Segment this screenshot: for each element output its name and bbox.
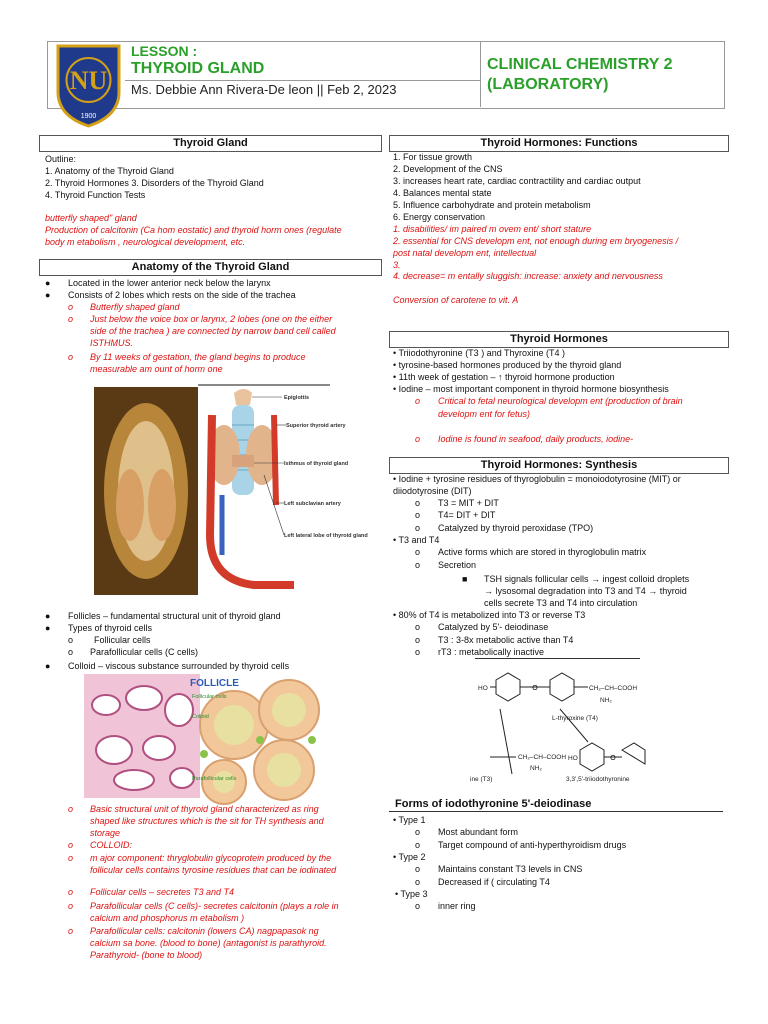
list-item: Just below the voice box or larynx, 2 lobes (one on the either bbox=[90, 314, 333, 324]
bullet-icon: o bbox=[68, 901, 74, 911]
figure-label: Parafollicular cells bbox=[192, 776, 237, 782]
lesson-label: LESSON : bbox=[131, 43, 198, 59]
list-item: rT3 : metabolically inactive bbox=[438, 647, 545, 657]
figure-label: Superior thyroid artery bbox=[286, 423, 346, 429]
list-item: Follicles – fundamental structural unit of thyroid gland bbox=[68, 611, 281, 621]
list-item: • 80% of T4 is metabolized into T3 or reverse T3 bbox=[393, 610, 586, 620]
note: 3. bbox=[393, 260, 401, 270]
nu-logo bbox=[52, 42, 125, 128]
section-title: Thyroid Hormones bbox=[389, 331, 729, 348]
chem-label: CH₂–CH–COOH bbox=[589, 685, 638, 692]
note: Conversion of carotene to vit. A bbox=[393, 295, 519, 305]
chem-label: HO bbox=[478, 685, 488, 692]
list-item: Parafollicular cells (C cells)- secretes calcitonin (plays a role in bbox=[90, 901, 339, 911]
list-item: calcium sa bone. (blood to bone) (antagonist is parathyroid. bbox=[90, 938, 327, 948]
list-item: • tyrosine-based hormones produced by the thyroid gland bbox=[393, 360, 622, 370]
bullet-icon: o bbox=[68, 635, 74, 645]
bullet-icon: o bbox=[415, 523, 421, 533]
bullet-icon: o bbox=[415, 510, 421, 520]
bullet-icon: ● bbox=[45, 661, 51, 671]
list-item: Basic structural unit of thyroid gland characterized as ring bbox=[90, 804, 319, 814]
note: butterfly shaped" gland bbox=[45, 213, 137, 223]
follicle-figure bbox=[84, 670, 324, 800]
oxygen-label: O bbox=[532, 685, 538, 692]
list-item: Parafollicular cells (C cells) bbox=[90, 647, 199, 657]
list-item: 3. increases heart rate, cardiac contractility and cardiac output bbox=[393, 176, 641, 186]
chem-label: NH₂ bbox=[530, 765, 542, 772]
list-item: developm ent for fetus) bbox=[438, 409, 531, 419]
list-item: inner ring bbox=[438, 901, 476, 911]
list-item: diiodotyrosine (DIT) bbox=[393, 486, 472, 496]
bullet-icon: o bbox=[415, 560, 421, 570]
list-item: shaped like structures which is the sit for TH synthesis and bbox=[90, 816, 324, 826]
section-title: Thyroid Hormones: Synthesis bbox=[389, 457, 729, 474]
bullet-icon: o bbox=[415, 864, 421, 874]
figure-title: FOLLICLE bbox=[190, 678, 239, 689]
list-item: 1. For tissue growth bbox=[393, 152, 473, 162]
list-item: • T3 and T4 bbox=[393, 535, 440, 545]
list-item: Parafollicular cells: calcitonin (lowers CA) nagpapasok ng bbox=[90, 926, 319, 936]
list-item: Decreased if ( circulating T4 bbox=[438, 877, 550, 887]
list-item: follicular cells contains tyrosine residues that can be iodinated bbox=[90, 865, 337, 875]
thyroxine-structure-figure bbox=[470, 662, 645, 784]
teacher-date: Ms. Debbie Ann Rivera-De leon || Feb 2, 2023 bbox=[131, 82, 397, 97]
list-item: COLLOID: bbox=[90, 840, 133, 850]
bullet-icon: ● bbox=[45, 278, 51, 288]
bullet-icon: o bbox=[68, 840, 74, 850]
list-item: Types of thyroid cells bbox=[68, 623, 153, 633]
bullet-icon: o bbox=[415, 547, 421, 557]
list-item: Colloid – viscous substance surrounded by thyroid cells bbox=[68, 661, 290, 671]
oxygen-label: O bbox=[610, 755, 616, 762]
logo-year: 1900 bbox=[80, 113, 97, 120]
list-item: • Triiodothyronine (T3 ) and Thyroxine (T4 ) bbox=[393, 348, 566, 358]
list-item: m ajor component: thryglobulin glycoprotein produced by the bbox=[90, 853, 332, 863]
figure-label: Left subclavian artery bbox=[284, 501, 341, 507]
course-line: CLINICAL CHEMISTRY 2 bbox=[487, 56, 673, 73]
list-item: ISTHMUS. bbox=[90, 338, 134, 348]
list-item: T3 : 3-8x metabolic active than T4 bbox=[438, 635, 574, 645]
bullet-icon: o bbox=[415, 877, 421, 887]
function-list bbox=[393, 151, 641, 223]
divider bbox=[475, 658, 640, 659]
bullet-icon: o bbox=[415, 647, 421, 657]
list-item: calcium and phosphorus m etabolism ) bbox=[90, 913, 245, 923]
list-item: Parathyroid- (bone to blood) bbox=[90, 950, 203, 960]
bullet-icon: o bbox=[68, 302, 74, 312]
list-item: TSH signals follicular cells → ingest colloid droplets bbox=[484, 574, 690, 584]
list-item: By 11 weeks of gestation, the gland begins to produce bbox=[90, 352, 306, 362]
list-item: T3 = MIT + DIT bbox=[438, 498, 499, 508]
bullet-icon: o bbox=[68, 352, 74, 362]
list-item: • Type 1 bbox=[393, 815, 426, 825]
header-divider bbox=[480, 41, 481, 107]
list-item: measurable am ount of horm one bbox=[90, 364, 223, 374]
bullet-icon: o bbox=[415, 396, 421, 406]
list-item: side of the trachea ) are connected by narrow band cell called bbox=[90, 326, 336, 336]
bullet-icon: o bbox=[415, 635, 421, 645]
header-divider bbox=[125, 80, 480, 81]
bullet-icon: o bbox=[68, 314, 74, 324]
outline-item: 1. Anatomy of the Thyroid Gland bbox=[45, 166, 174, 176]
outline-item: 2. Thyroid Hormones 3. Disorders of the Thyroid Gland bbox=[45, 178, 264, 188]
list-item: • Type 3 bbox=[395, 889, 428, 899]
list-item: Active forms which are stored in thyroglobulin matrix bbox=[438, 547, 647, 557]
outline bbox=[45, 153, 264, 201]
section-title: Thyroid Gland bbox=[39, 135, 382, 152]
list-item: Butterfly shaped gland bbox=[90, 302, 180, 312]
list-item: Secretion bbox=[438, 560, 477, 570]
list-item: 6. Energy conservation bbox=[393, 212, 486, 222]
list-item: T4= DIT + DIT bbox=[438, 510, 496, 520]
list-item: 5. Influence carbohydrate and protein metabolism bbox=[393, 200, 591, 210]
chem-label: CH₂–CH–COOH bbox=[518, 754, 567, 761]
note: 4. decrease= m entally sluggish: increase: anxiety and nervousness bbox=[393, 271, 663, 281]
list-item: Iodine is found in seafood, daily products, iodine- bbox=[438, 434, 634, 444]
note: 2. essential for CNS developm ent, not enough during em bryogenesis / bbox=[393, 236, 679, 246]
bullet-icon: o bbox=[415, 827, 421, 837]
chem-label: ine (T3) bbox=[470, 776, 493, 783]
bullet-icon: ● bbox=[45, 290, 51, 300]
list-item: Target compound of anti-hyperthyroidism drugs bbox=[438, 840, 627, 850]
chem-label: L-thyroxine (T4) bbox=[552, 715, 598, 722]
list-item: cells secrete T3 and T4 into circulation bbox=[484, 598, 638, 608]
list-item: Catalyzed by 5'- deiodinase bbox=[438, 622, 549, 632]
chem-label: 3,3',5'-triiodothyronine bbox=[566, 776, 630, 783]
bullet-icon: o bbox=[415, 840, 421, 850]
list-item: • Type 2 bbox=[393, 852, 426, 862]
chem-label: NH₂ bbox=[600, 697, 612, 704]
figure-label: Isthmus of thyroid gland bbox=[284, 461, 349, 467]
section-title: Thyroid Hormones: Functions bbox=[389, 135, 729, 152]
course-line: (LABORATORY) bbox=[487, 76, 609, 93]
bullet-icon: o bbox=[415, 901, 421, 911]
bullet-icon: o bbox=[415, 498, 421, 508]
course-title bbox=[487, 55, 673, 95]
lesson-topic: THYROID GLAND bbox=[131, 60, 265, 77]
bullet-icon: o bbox=[68, 853, 74, 863]
bullet-icon: ● bbox=[45, 611, 51, 621]
list-item: storage bbox=[90, 828, 121, 838]
bullet-icon: o bbox=[68, 926, 74, 936]
list-item: Most abundant form bbox=[438, 827, 519, 837]
list-item: Follicular cells bbox=[94, 635, 151, 645]
figure-label: Epiglottis bbox=[284, 395, 310, 401]
list-item: Maintains constant T3 levels in CNS bbox=[438, 864, 583, 874]
bullet-icon: o bbox=[68, 647, 74, 657]
thyroid-anatomy-figure bbox=[94, 385, 368, 600]
section-title: Forms of iodothyronine 5'-deiodinase bbox=[395, 798, 592, 810]
figure-label: Follicular cells bbox=[192, 694, 227, 700]
list-item: 4. Balances mental state bbox=[393, 188, 492, 198]
list-item: • 11th week of gestation – ↑ thyroid hormone production bbox=[393, 372, 615, 382]
note: Production of calcitonin (Ca hom eostatic) and thyroid horm ones (regulate bbox=[45, 225, 342, 235]
list-item: • Iodine – most important component in thyroid hormone biosynthesis bbox=[393, 384, 669, 394]
list-item: Located in the lower anterior neck below the larynx bbox=[68, 278, 271, 288]
section-title: Anatomy of the Thyroid Gland bbox=[39, 259, 382, 276]
chem-label: HO bbox=[568, 755, 578, 762]
divider bbox=[389, 811, 723, 812]
figure-label: Colloid bbox=[192, 714, 209, 720]
bullet-icon: ■ bbox=[462, 574, 468, 584]
list-item: • Iodine + tyrosine residues of thyroglobulin = monoiodotyrosine (MIT) or bbox=[393, 474, 681, 484]
bullet-icon: o bbox=[68, 804, 74, 814]
list-item: Consists of 2 lobes which rests on the side of the trachea bbox=[68, 290, 296, 300]
bullet-icon: o bbox=[415, 622, 421, 632]
note: body m etabolism , neurological development, etc. bbox=[45, 237, 246, 247]
list-item: → lysosomal degradation into T3 and T4 → thyroid bbox=[484, 586, 687, 596]
note: 1. disabilities/ im paired m ovem ent/ short stature bbox=[393, 224, 592, 234]
figure-label: Left lateral lobe of thyroid gland bbox=[284, 533, 368, 539]
outline-item: Outline: bbox=[45, 154, 77, 164]
note: post natal developm ent, intellectual bbox=[393, 248, 537, 258]
bullet-icon: o bbox=[415, 434, 421, 444]
bullet-icon: ● bbox=[45, 623, 51, 633]
list-item: Catalyzed by thyroid peroxidase (TPO) bbox=[438, 523, 594, 533]
list-item: Critical to fetal neurological developm ent (production of brain bbox=[438, 396, 683, 406]
list-item: 2. Development of the CNS bbox=[393, 164, 503, 174]
list-item: Follicular cells – secretes T3 and T4 bbox=[90, 887, 235, 897]
logo-text: NU bbox=[69, 66, 108, 95]
bullet-icon: o bbox=[68, 887, 74, 897]
outline-item: 4. Thyroid Function Tests bbox=[45, 190, 146, 200]
